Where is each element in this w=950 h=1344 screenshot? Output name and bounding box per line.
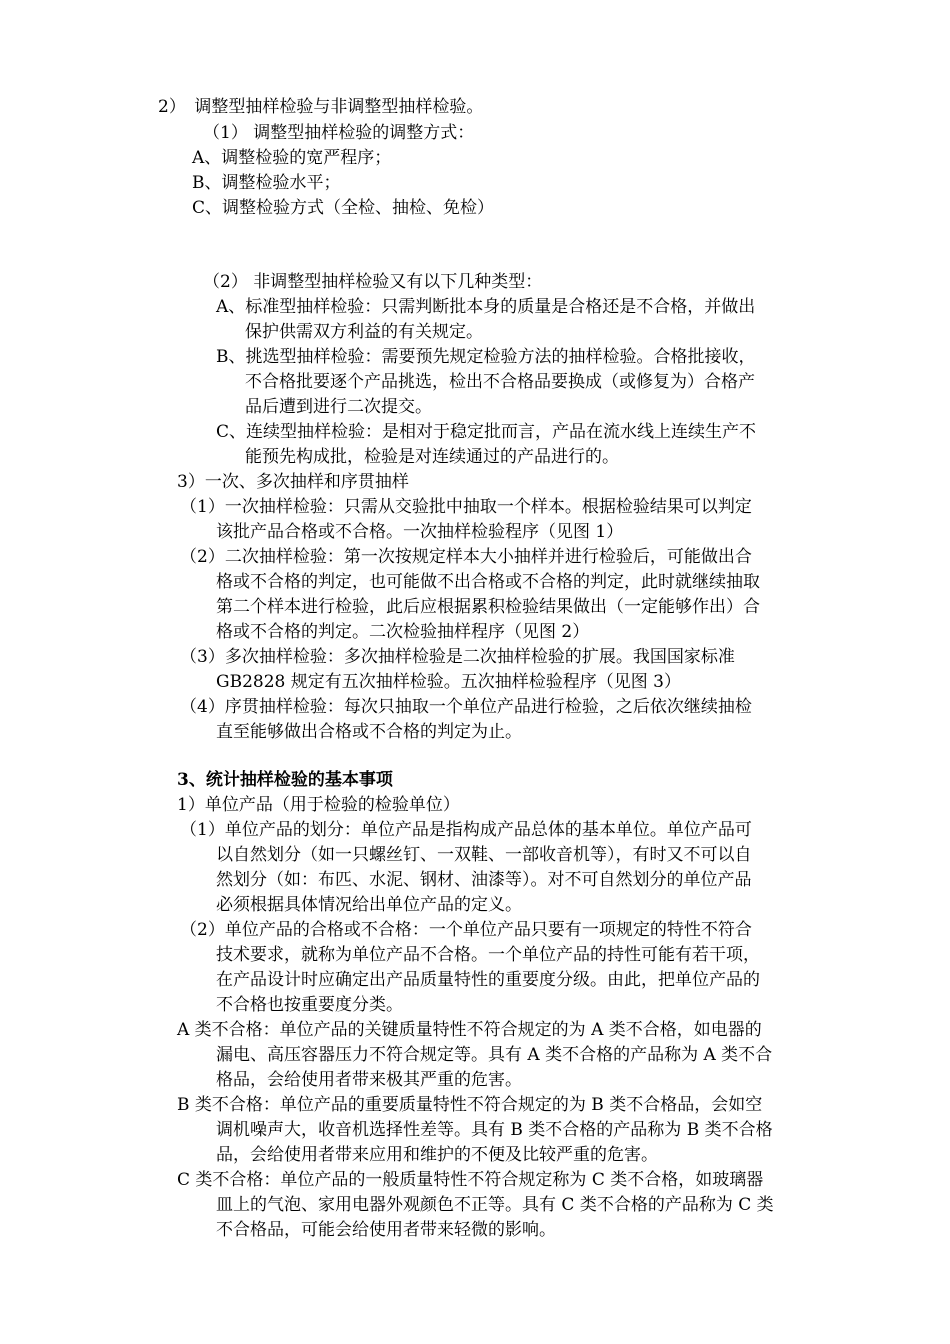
nonadjust-item-a-line2: 保护供需双方利益的有关规定。: [245, 322, 483, 342]
sampling-item-2-line4: 格或不合格的判定。二次检验抽样程序（见图 2）: [216, 622, 590, 642]
nonadjust-item-b-line1: B、挑选型抽样检验：需要预先规定检验方法的抽样检验。合格批接收，: [216, 347, 756, 367]
unit-item-1-line2: 以自然划分（如一只螺丝钉、一双鞋、一部收音机等），有时又不可以自: [216, 845, 752, 865]
section-heading-basics: 3、统计抽样检验的基本事项: [177, 770, 393, 790]
sampling-item-4-line1: （4）序贯抽样检验：每次只抽取一个单位产品进行检验，之后依次继续抽检: [180, 697, 752, 717]
sampling-item-1-line2: 该批产品合格或不合格。一次抽样检验程序（见图 1）: [216, 522, 624, 542]
sampling-item-1-line1: （1）一次抽样检验：只需从交验批中抽取一个样本。根据检验结果可以判定: [180, 497, 752, 517]
sampling-item-2-line2: 格或不合格的判定，也可能做不出合格或不合格的判定，此时就继续抽取: [216, 572, 760, 592]
class-b-line2: 调机噪声大，收音机选择性差等。具有 B 类不合格的产品称为 B 类不合格: [216, 1120, 773, 1140]
unit-item-1-line3: 然划分（如：布匹、水泥、钢材、油漆等）。对不可自然划分的单位产品: [216, 870, 752, 890]
adjust-item-b: B、调整检验水平；: [192, 173, 341, 193]
unit-heading: 1）单位产品（用于检验的检验单位）: [177, 795, 460, 815]
sampling-item-2-line3: 第二个样本进行检验，此后应根据累积检验结果做出（一定能够作出）合: [216, 597, 760, 617]
unit-item-2-line2: 技术要求，就称为单位产品不合格。一个单位产品的持性可能有若干项，: [216, 945, 760, 965]
nonadjust-subheading: （2） 非调整型抽样检验又有以下几种类型：: [203, 272, 543, 292]
sampling-item-3-line1: （3）多次抽样检验：多次抽样检验是二次抽样检验的扩展。我国国家标准: [180, 647, 735, 667]
class-c-line3: 不合格品，可能会给使用者带来轻微的影响。: [216, 1220, 556, 1240]
sampling-item-2-line1: （2）二次抽样检验：第一次按规定样本大小抽样并进行检验后，可能做出合: [180, 547, 752, 567]
nonadjust-item-a-line1: A、标准型抽样检验：只需判断批本身的质量是合格还是不合格，并做出: [216, 297, 756, 317]
class-a-line3: 格品，会给使用者带来极其严重的危害。: [216, 1070, 522, 1090]
sampling-item-4-line2: 直至能够做出合格或不合格的判定为止。: [216, 722, 522, 742]
class-c-line2: 皿上的气泡、家用电器外观颜色不正等。具有 C 类不合格的产品称为 C 类: [216, 1195, 774, 1215]
class-b-line3: 品，会给使用者带来应用和维护的不便及比较严重的危害。: [216, 1145, 658, 1165]
section-heading-sampling: 3）一次、多次抽样和序贯抽样: [177, 472, 409, 492]
unit-item-1-line4: 必须根据具体情况给出单位产品的定义。: [216, 895, 522, 915]
unit-item-2-line4: 不合格也按重要度分类。: [216, 995, 403, 1015]
adjust-item-c: C、调整检验方式（全检、抽检、免检）: [192, 198, 495, 218]
class-c-line1: C 类不合格：单位产品的一般质量特性不符合规定称为 C 类不合格，如玻璃器: [177, 1170, 764, 1190]
unit-item-1-line1: （1）单位产品的划分：单位产品是指构成产品总体的基本单位。单位产品可: [180, 820, 752, 840]
unit-item-2-line1: （2）单位产品的合格或不合格：一个单位产品只要有一项规定的特性不符合: [180, 920, 752, 940]
unit-item-2-line3: 在产品设计时应确定出产品质量特性的重要度分级。由此，把单位产品的: [216, 970, 760, 990]
sampling-item-3-line2: GB2828 规定有五次抽样检验。五次抽样检验程序（见图 3）: [216, 672, 681, 692]
nonadjust-item-b-line2: 不合格批要逐个产品挑选，检出不合格品要换成（或修复为）合格产: [245, 372, 755, 392]
nonadjust-item-c-line1: C、连续型抽样检验：是相对于稳定批而言，产品在流水线上连续生产不: [216, 422, 757, 442]
class-a-line2: 漏电、高压容器压力不符合规定等。具有 A 类不合格的产品称为 A 类不合: [216, 1045, 773, 1065]
class-a-line1: A 类不合格：单位产品的关键质量特性不符合规定的为 A 类不合格，如电器的: [177, 1020, 762, 1040]
adjust-subheading: （1） 调整型抽样检验的调整方式：: [203, 123, 475, 143]
adjust-item-a: A、调整检验的宽严程序；: [192, 148, 392, 168]
class-b-line1: B 类不合格：单位产品的重要质量特性不符合规定的为 B 类不合格品，会如空: [177, 1095, 763, 1115]
section-heading-adjust-types: 2） 调整型抽样检验与非调整型抽样检验。: [158, 97, 484, 117]
nonadjust-item-b-line3: 品后遭到进行二次提交。: [245, 397, 432, 417]
nonadjust-item-c-line2: 能预先构成批，检验是对连续通过的产品进行的。: [245, 447, 619, 467]
